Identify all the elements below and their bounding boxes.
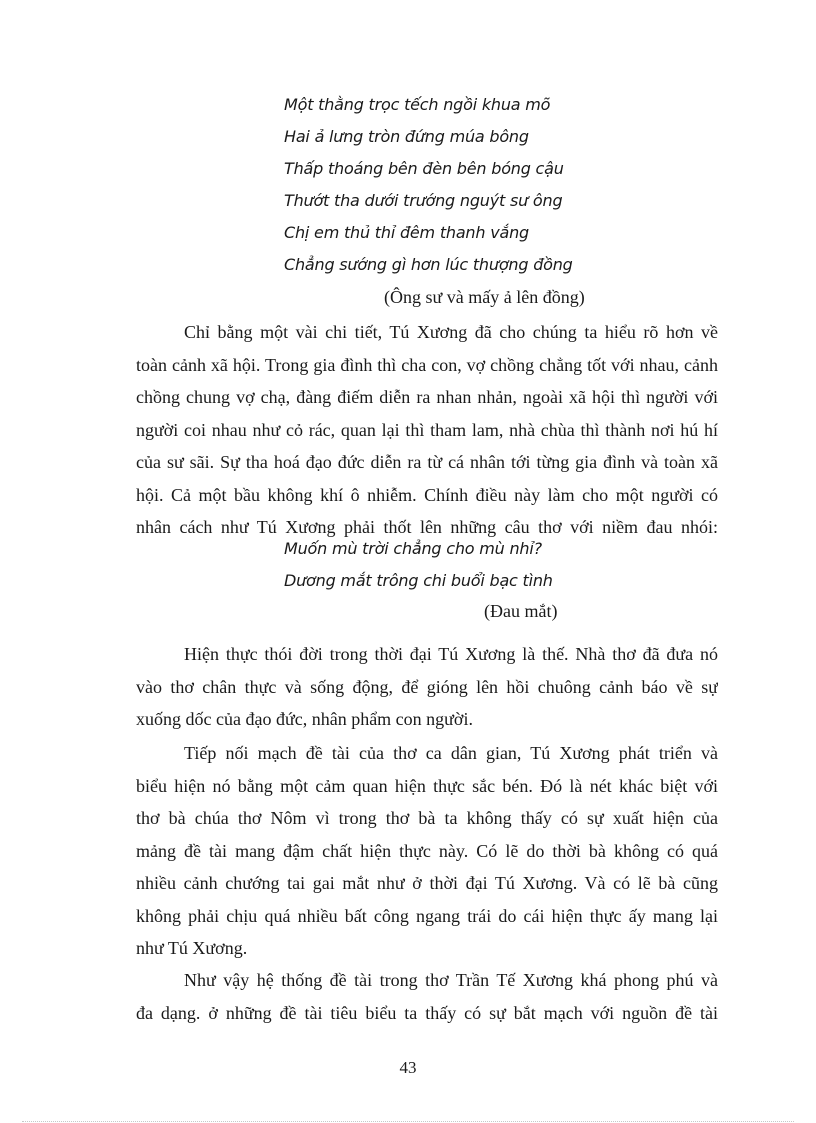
poem-source-2: (Đau mắt) xyxy=(484,601,558,621)
poem-source-1: (Ông sư và mấy ả lên đồng) xyxy=(384,287,585,307)
paragraph-line: đa dạng. ở những đề tài tiêu biểu ta thấy có sự bắt mạch với nguồn đề tài xyxy=(136,1002,718,1023)
poem-line: Dương mắt trông chi buổi bạc tình xyxy=(284,571,553,590)
paragraph-line: biểu hiện nó bằng một cảm quan hiện thực sắc bén. Đó là nét khác biệt với xyxy=(136,775,718,796)
paragraph-line: chồng chung vợ chạ, đàng điếm diễn ra nhan nhản, ngoài xã hội thì người với xyxy=(136,387,718,407)
poem-line: Muốn mù trời chẳng cho mù nhỉ? xyxy=(284,539,542,558)
poem-stanza-2 xyxy=(284,533,553,597)
poem-line: Chẳng sướng gì hơn lúc thượng đồng xyxy=(284,255,573,274)
paragraph-line: của sư sãi. Sự tha hoá đạo đức diễn ra từ cá nhân tới từng gia đình và toàn xã xyxy=(136,452,718,472)
paragraph-line: xuống dốc của đạo đức, nhân phẩm con người. xyxy=(136,709,473,729)
poem-line: Chị em thủ thỉ đêm thanh vắng xyxy=(284,223,529,242)
paragraph-line: vào thơ chân thực và sống động, để gióng lên hồi chuông cảnh báo về sự xyxy=(136,676,718,697)
paragraph-line: như Tú Xương. xyxy=(136,938,248,958)
footer-divider xyxy=(22,1121,794,1122)
paragraph-line: không phải chịu quá nhiều bất công ngang trái do cái hiện thực ấy mang lại xyxy=(136,905,718,926)
paragraph-line: Tiếp nối mạch đề tài của thơ ca dân gian, Tú Xương phát triển và xyxy=(184,743,718,763)
paragraph-line: Hiện thực thói đời trong thời đại Tú Xương là thế. Nhà thơ đã đưa nó xyxy=(184,644,718,664)
poem-line: Thướt tha dưới trướng nguýt sư ông xyxy=(284,191,563,210)
poem-line: Thấp thoáng bên đèn bên bóng cậu xyxy=(284,159,564,178)
paragraph-line: nhiều cảnh chướng tai gai mắt như ở thời đại Tú Xương. Và có lẽ bà cũng xyxy=(136,873,718,893)
poem-line: Một thằng trọc tếch ngồi khua mõ xyxy=(284,95,551,114)
paragraph-line: thơ bà chúa thơ Nôm vì trong thơ bà ta không thấy có sự xuất hiện của xyxy=(136,808,718,828)
paragraph-line: mảng đề tài mang đậm chất hiện thực này. Có lẽ do thời bà không có quá xyxy=(136,840,718,861)
paragraph-line: hội. Cả một bầu không khí ô nhiễm. Chính điều này làm cho một người có xyxy=(136,484,718,505)
page-number: 43 xyxy=(399,1058,417,1077)
paragraph-line: nhân cách như Tú Xương phải thốt lên những câu thơ với niềm đau nhói: xyxy=(136,517,718,537)
paragraph-line: người coi nhau như cỏ rác, quan lại thì tham lam, nhà chùa thì thành nơi hú hí xyxy=(136,419,718,440)
poem-stanza-1 xyxy=(284,89,573,281)
paragraph-line: toàn cảnh xã hội. Trong gia đình thì cha con, vợ chồng chẳng tốt với nhau, cảnh xyxy=(136,354,718,375)
paragraph-4 xyxy=(136,964,718,1029)
paragraph-line: Như vậy hệ thống đề tài trong thơ Trần Tế Xương khá phong phú và xyxy=(184,970,718,990)
paragraph-2 xyxy=(136,638,718,736)
paragraph-1 xyxy=(136,316,718,544)
poem-line: Hai ả lưng tròn đứng múa bông xyxy=(284,127,529,146)
paragraph-3 xyxy=(136,737,718,965)
paragraph-line: Chỉ bằng một vài chi tiết, Tú Xương đã cho chúng ta hiểu rõ hơn về xyxy=(184,322,718,342)
